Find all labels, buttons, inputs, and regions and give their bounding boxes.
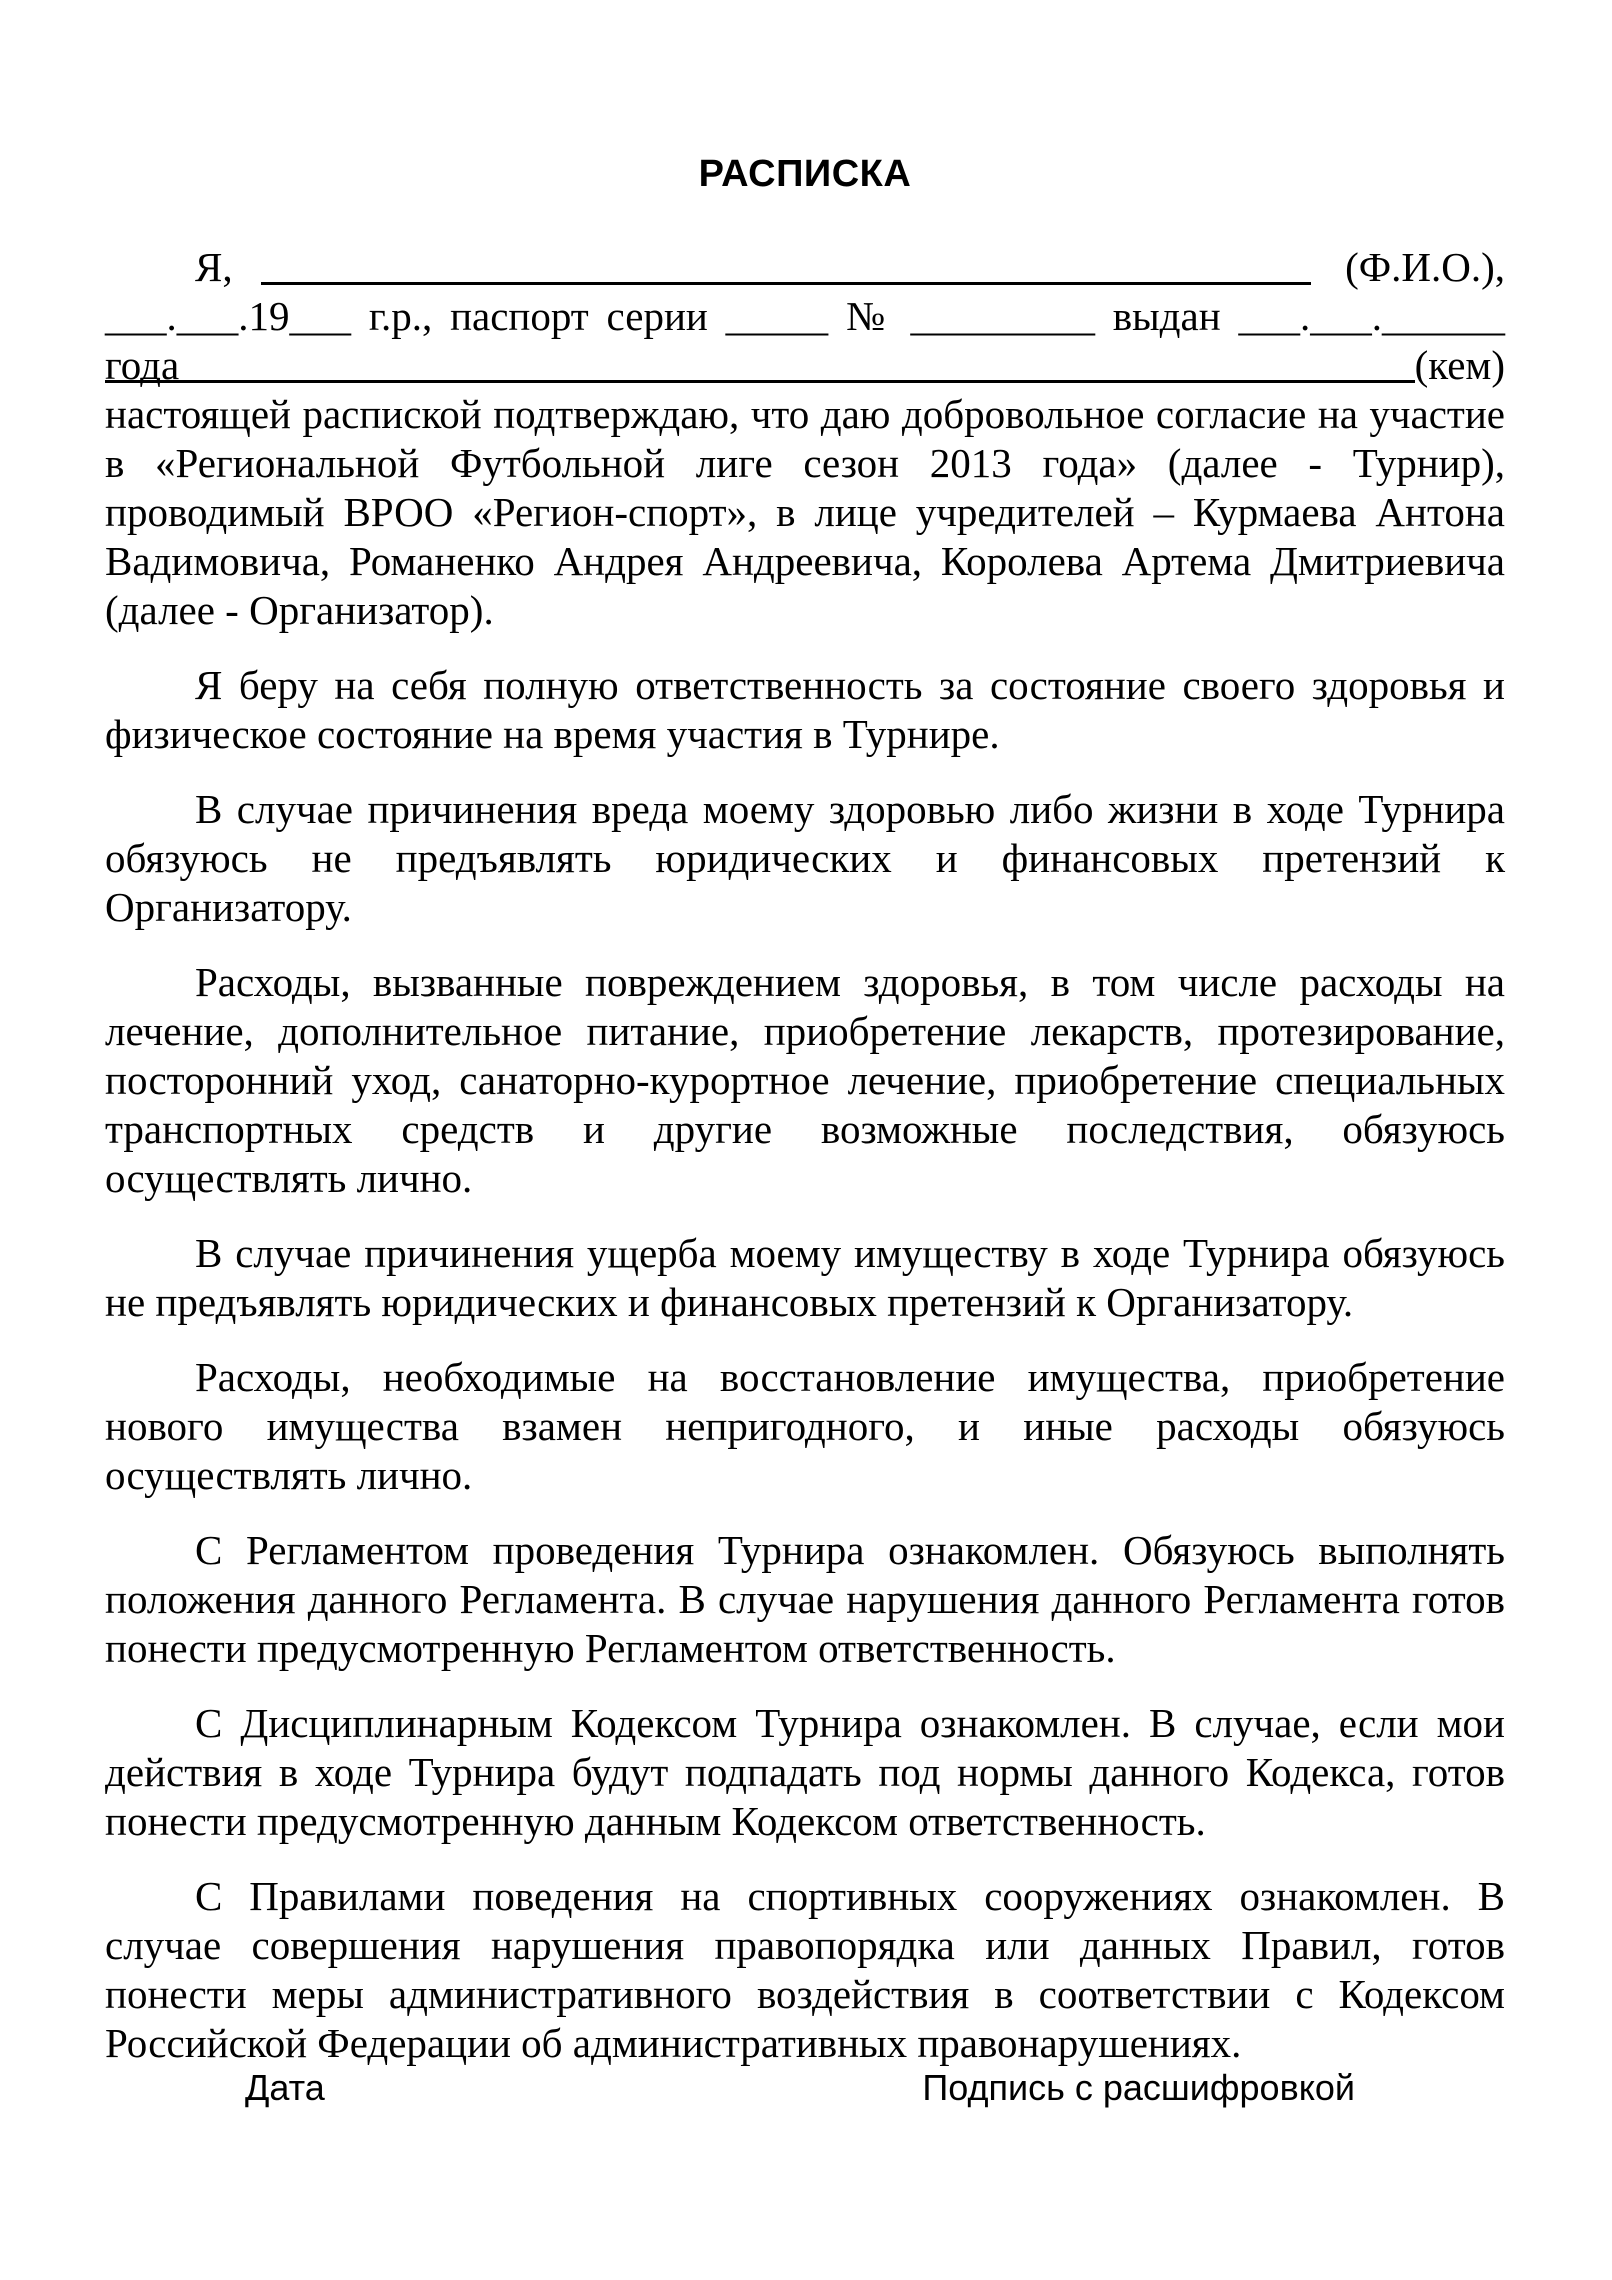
issuer-line	[105, 341, 1505, 390]
paragraph-health-claims: В случае причинения вреда моему здоровью либо жизни в ходе Турнира обязуюсь не предъявлять юридических и финансовых претензий к Организатору.	[105, 786, 1505, 930]
signature-footer	[245, 2066, 1355, 2110]
date-label: Дата	[245, 2067, 325, 2108]
paragraph-disciplinary-code: С Дисциплинарным Кодексом Турнира ознакомлен. В случае, если мои действия в ходе Турнира будут подпадать под нормы данного Кодекса, готов понести предусмотренную данным Кодексом ответственность.	[105, 1700, 1505, 1844]
paragraph-property-claims: В случае причинения ущерба моему имуществу в ходе Турнира обязуюсь не предъявлять юридических и финансовых претензий к Организатору.	[105, 1230, 1505, 1325]
paragraph-property-expenses: Расходы, необходимые на восстановление имущества, приобретение нового имущества взамен непригодного, и иные расходы обязуюсь осуществлять лично.	[105, 1354, 1505, 1498]
paragraph-regulations: С Регламентом проведения Турнира ознакомлен. Обязуюсь выполнять положения данного Регламента. В случае нарушения данного Регламента готов понести предусмотренную Регламентом ответственность.	[105, 1527, 1505, 1671]
paragraph-venue-rules: С Правилами поведения на спортивных сооружениях ознакомлен. В случае совершения нарушения правопорядка или данных Правил, готов понести меры административного воздействия в соответствии с Кодексом Российской Федерации об административных правонарушениях.	[105, 1873, 1505, 2066]
document-title: РАСПИСКА	[698, 153, 912, 195]
fio-line	[105, 243, 1505, 292]
signature-label: Подпись с расшифровкой	[922, 2067, 1355, 2108]
fio-label: (Ф.И.О.),	[1345, 244, 1505, 290]
paragraph-health-expenses: Расходы, вызванные повреждением здоровья, в том числе расходы на лечение, дополнительное питание, приобретение лекарств, протезирование, посторонний уход, санаторно-курортное лечение, приобретение специальных транспортных средств и другие возможные последствия, обязуюсь осуществлять лично.	[105, 959, 1505, 1201]
paragraph-consent: настоящей распиской подтверждаю, что даю добровольное согласие на участие в «Региональной Футбольной лиге сезон 2013 года» (далее - Турнир), проводимый ВРОО «Регион-спорт», в лице учредителей – Курмаева Антона Вадимовича, Романенко Андрея Андреевича, Королева Артема Дмитриевича (далее - Организатор).	[105, 391, 1505, 633]
fio-blank-field	[261, 282, 1311, 285]
paragraph-health-responsibility: Я беру на себя полную ответственность за состояние своего здоровья и физическое состояние на время участия в Турнире.	[105, 662, 1505, 757]
passport-line: ___.___.19___ г.р., паспорт серии _____ № _________ выдан ___.___.______ года	[105, 293, 1505, 388]
issuer-blank-field	[105, 380, 1415, 383]
issuer-label: (кем)	[1414, 342, 1505, 388]
i-pronoun-text: Я,	[195, 244, 233, 290]
